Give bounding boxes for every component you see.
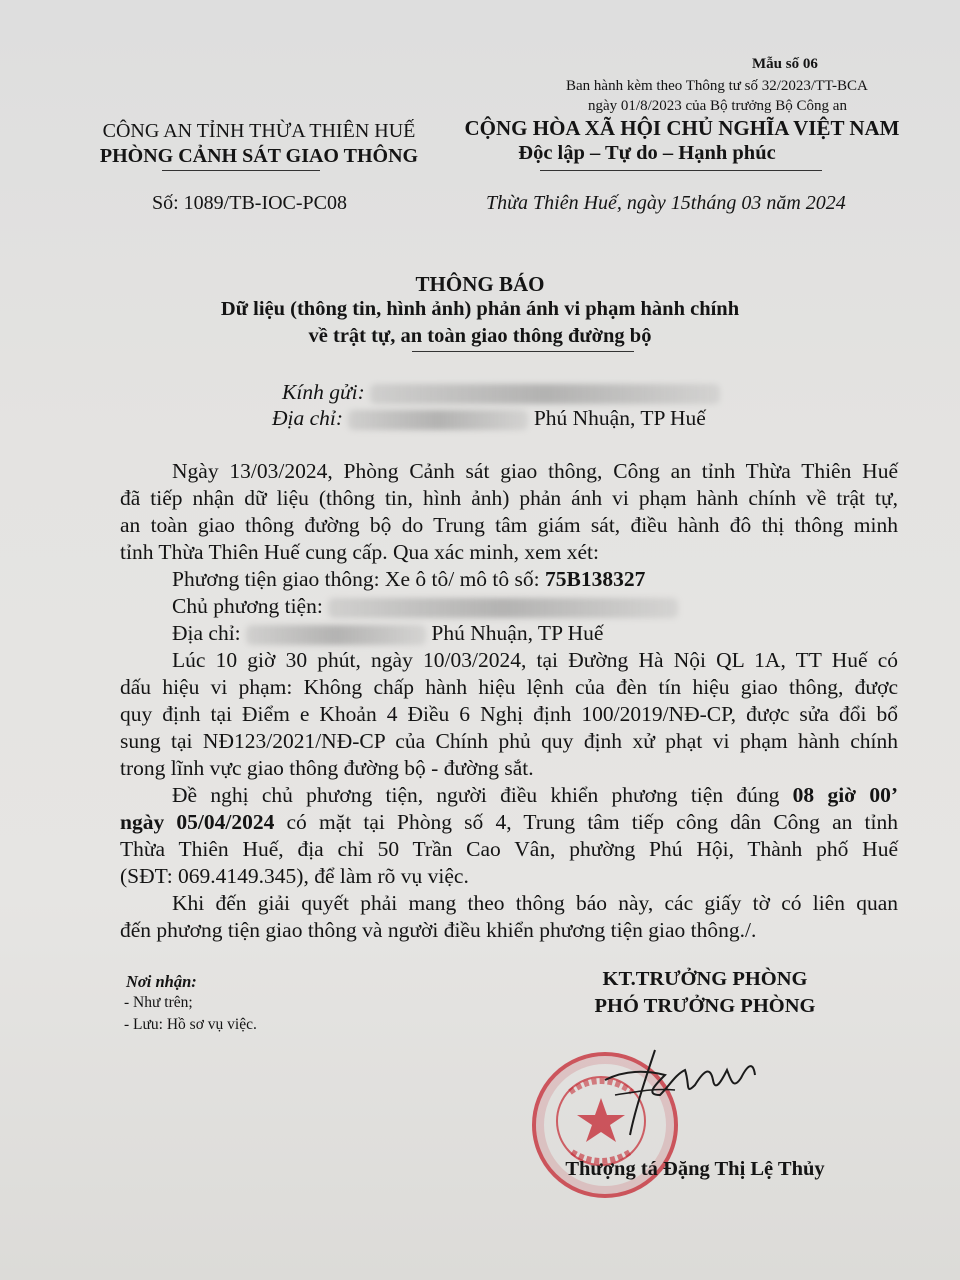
- recipients-item-1: - Như trên;: [124, 994, 193, 1011]
- recipient-address-label: Địa chỉ:: [272, 406, 344, 430]
- signer-name: Thượng tá Đặng Thị Lệ Thủy: [565, 1158, 825, 1180]
- signature-role-2: PHÓ TRƯỞNG PHÒNG: [594, 995, 816, 1017]
- document-number: Số: 1089/TB-IOC-PC08: [152, 192, 348, 214]
- recipient-address-line: [272, 406, 706, 431]
- p1-line-3: an toàn giao thông đường bộ do Trung tâm giám sát, điều hành đô thị thông minh: [120, 513, 898, 537]
- p2-line-5: trong lĩnh vực giao thông đường bộ - đường sắt.: [120, 756, 534, 780]
- agency-parent: CÔNG AN TỈNH THỪA THIÊN HUẾ: [102, 120, 416, 142]
- p1-line-4: tỉnh Thừa Thiên Huế cung cấp. Qua xác minh, xem xét:: [120, 540, 599, 564]
- p3-line-1-text: Đề nghị chủ phương tiện, người điều khiển phương tiện đúng: [172, 783, 780, 807]
- recipients-item-2: - Lưu: Hồ sơ vụ việc.: [124, 1016, 257, 1033]
- p4-line-1: Khi đến giải quyết phải mang theo thông báo này, các giấy tờ có liên quan: [172, 891, 898, 915]
- p3-line-3: Thừa Thiên Huế, địa chỉ 50 Trần Cao Vân, phường Phú Hội, Thành phố Huế: [120, 837, 898, 861]
- owner-address-visible: Phú Nhuận, TP Huế: [431, 621, 604, 645]
- form-issued-line1: Ban hành kèm theo Thông tư số 32/2023/TT-BCA: [566, 78, 868, 94]
- owner-label: Chủ phương tiện:: [172, 594, 323, 618]
- p4-line-2: đến phương tiện giao thông và người điều khiển phương tiện giao thông./.: [120, 918, 757, 942]
- p3-line-2: [120, 809, 898, 836]
- form-issued-line2: ngày 01/8/2023 của Bộ trưởng Bộ Công an: [588, 98, 847, 114]
- p2-line-1: Lúc 10 giờ 30 phút, ngày 10/03/2024, tại Đường Hà Nội QL 1A, TT Huế có: [172, 648, 898, 672]
- vehicle-label: Phương tiện giao thông: Xe ô tô/ mô tô số:: [172, 567, 540, 591]
- redacted-recipient-name: [370, 384, 720, 404]
- redacted-owner-address: [246, 625, 426, 645]
- recipients-title: Nơi nhận:: [126, 972, 197, 991]
- nation-motto: Độc lập – Tự do – Hạnh phúc: [518, 142, 776, 164]
- redacted-recipient-address: [348, 410, 528, 430]
- p3-line-2-text: có mặt tại Phòng số 4, Trung tâm tiếp công dân Công an tỉnh: [286, 810, 898, 834]
- p3-line-1: [120, 782, 898, 809]
- recipient-address-visible: Phú Nhuận, TP Huế: [533, 406, 706, 430]
- owner-line: [120, 593, 898, 620]
- p2-line-2: dấu hiệu vi phạm: Không chấp hành hiệu lệnh của đèn tín hiệu giao thông, được: [120, 675, 898, 699]
- p3-line-4: (SĐT: 069.4149.345), để làm rõ vụ việc.: [120, 864, 469, 888]
- notice-subtitle-2: về trật tự, an toàn giao thông đường bộ: [308, 325, 652, 347]
- agency-underline: [162, 170, 320, 171]
- place-date: Thừa Thiên Huế, ngày 15tháng 03 năm 2024: [486, 192, 846, 214]
- owner-address-line: [120, 620, 898, 647]
- p1-line-2: đã tiếp nhận dữ liệu (thông tin, hình ảnh) phản ánh vi phạm hành chính về trật tự,: [120, 486, 898, 510]
- p2-line-4: sung tại NĐ123/2021/NĐ-CP của Chính phủ quy định xử phạt vi phạm hành chính: [120, 729, 898, 753]
- agency-name: PHÒNG CẢNH SÁT GIAO THÔNG: [99, 145, 419, 167]
- p1-line-1: Ngày 13/03/2024, Phòng Cảnh sát giao thông, Công an tỉnh Thừa Thiên Huế: [172, 459, 898, 483]
- title-underline: [412, 351, 634, 352]
- motto-underline: [540, 170, 822, 171]
- recipient-line: [282, 380, 720, 405]
- license-plate: 75B138327: [545, 567, 646, 591]
- form-number: Mẫu số 06: [752, 56, 818, 72]
- signature-role-1: KT.TRƯỞNG PHÒNG: [602, 968, 808, 990]
- vehicle-line: [120, 566, 898, 593]
- notice-subtitle-1: Dữ liệu (thông tin, hình ảnh) phản ánh vi phạm hành chính: [220, 298, 740, 320]
- notice-body: [120, 458, 898, 944]
- notice-title: THÔNG BÁO: [415, 272, 545, 296]
- nation-name: CỘNG HÒA XÃ HỘI CHỦ NGHĨA VIỆT NAM: [464, 116, 900, 140]
- redacted-owner-name: [328, 598, 678, 618]
- p2-line-3: quy định tại Điểm e Khoản 4 Điều 6 Nghị định 100/2019/NĐ-CP, được sửa đổi bổ: [120, 702, 898, 726]
- owner-address-label: Địa chỉ:: [172, 621, 241, 645]
- appointment-time: 08 giờ 00’: [792, 783, 899, 807]
- handwritten-signature: [585, 1040, 785, 1140]
- recipient-label: Kính gửi:: [282, 380, 365, 404]
- appointment-date: ngày 05/04/2024: [120, 810, 275, 834]
